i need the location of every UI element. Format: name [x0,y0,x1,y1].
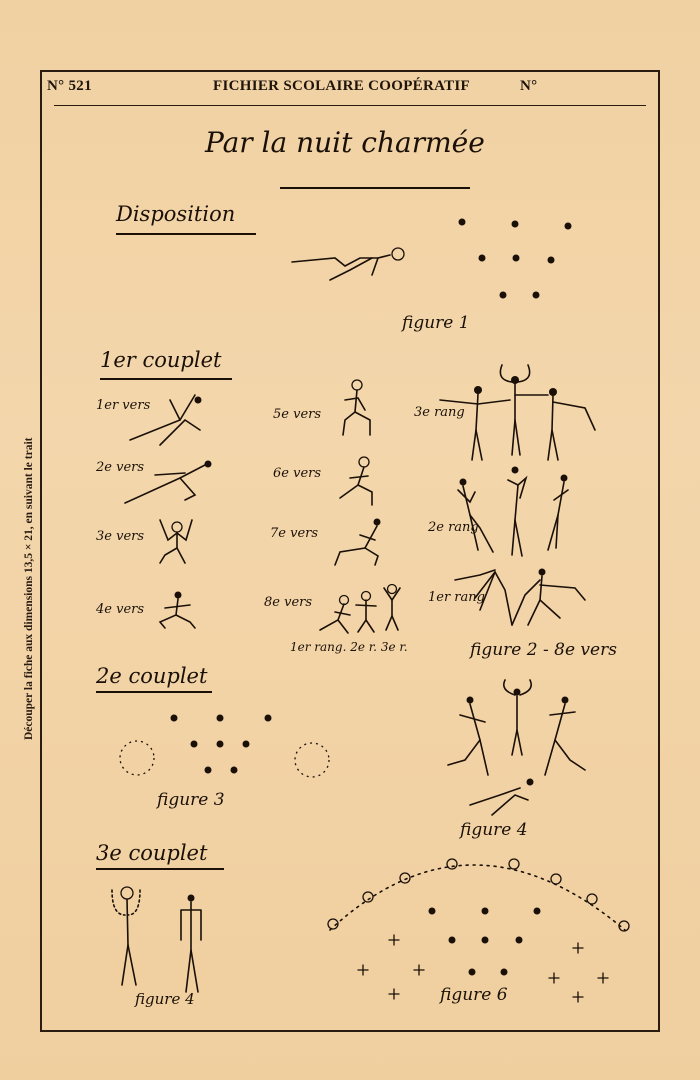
section-couplet-1: 1er couplet [100,348,222,372]
caption-figure-2: figure 2 - 8e vers [470,640,617,660]
section-couplet-3: 3e couplet [96,841,208,865]
verse-label-8: 8e vers [264,595,313,610]
verse-label-6: 6e vers [273,466,322,481]
card-number: N° 521 [47,78,92,94]
lying-figure-icon [292,248,404,280]
verse-8-figures-icon [320,585,400,634]
verse-7-figure-icon [335,519,381,566]
verse-1-figure-icon [130,395,202,445]
verse-label-4: 4e vers [96,602,145,617]
figure-1-formation [459,219,572,299]
verse-label-2: 2e vers [96,460,145,475]
caption-figure-1: figure 1 [402,313,470,333]
figure-4-pair-icon [112,887,201,992]
caption-figure-4-right: figure 4 [460,820,528,840]
rank-3-figures-icon [440,365,595,460]
figure-3-formation [120,715,329,778]
verse-4-figure-icon [160,592,195,629]
figure-4-dancers-icon [448,680,585,815]
rank-2-figures-icon [458,467,568,557]
rank-label-2: 2e rang [428,520,479,535]
caption-figure-4-left: figure 4 [135,990,195,1008]
verse-3-figure-icon [160,520,192,563]
verse-label-7: 7e vers [270,526,319,541]
page-title: Par la nuit charmée [205,126,485,159]
figure-6-formation [328,859,629,1002]
verse-label-5: 5e vers [273,407,322,422]
cutting-instruction: Découper la fiche aux dimensions 13,5 × 21, en suivant le trait [23,437,35,740]
publication-title: FICHIER SCOLAIRE COOPÉRATIF [213,78,471,94]
rank-label-1: 1er rang [428,590,485,605]
caption-figure-6: figure 6 [440,985,508,1005]
card-number-blank: N° [520,78,538,94]
verse-6-figure-icon [340,457,372,505]
verse-5-figure-icon [343,380,370,435]
verse-label-3: 3e vers [96,529,145,544]
rank-label-3: 3e rang [414,405,465,420]
verse-label-1: 1er vers [96,398,151,413]
rank-1-figures-icon [455,569,585,626]
rank-sequence-label: 1er rang. 2e r. 3e r. [290,640,408,654]
section-disposition: Disposition [116,202,236,226]
section-couplet-2: 2e couplet [96,664,208,688]
verse-2-figure-icon [125,461,212,504]
caption-figure-3: figure 3 [157,790,225,810]
